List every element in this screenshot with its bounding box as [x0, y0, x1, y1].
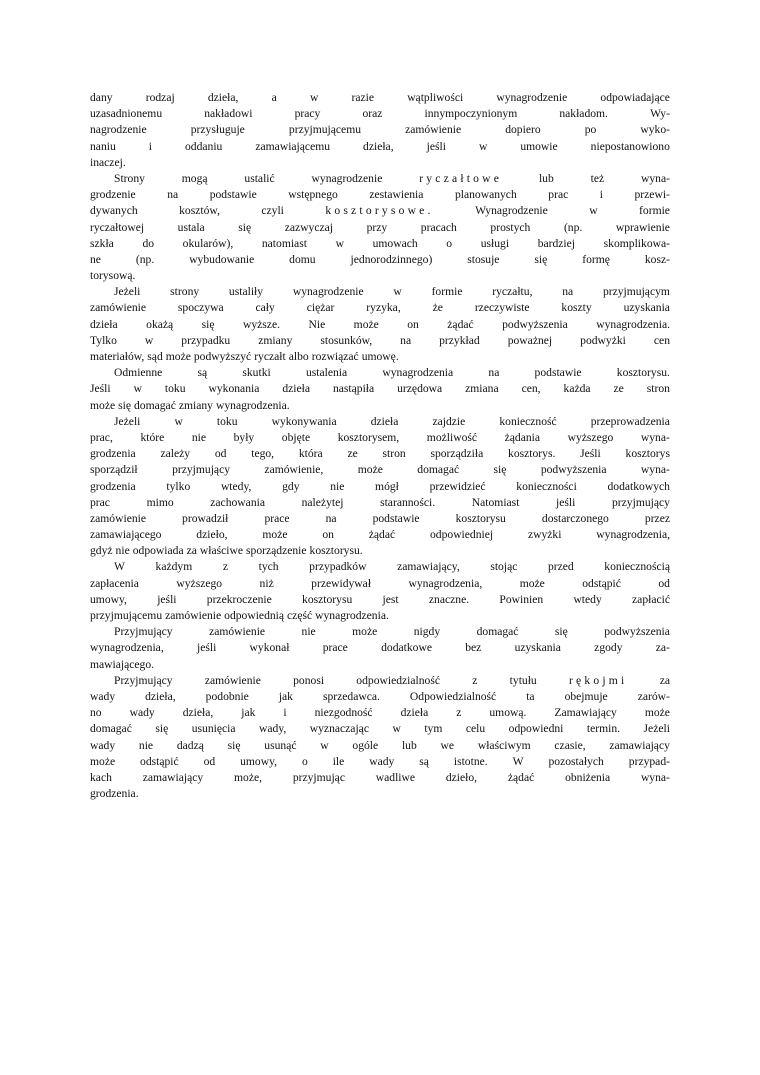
paragraph [90, 284, 670, 365]
text-line: torysową. [90, 269, 136, 283]
text-line: mawiającego. [90, 657, 155, 671]
paragraph [90, 559, 670, 624]
text-line: wynagrodzenia, jeśli wykonał prace dodatkowe bez uzyskania zgody za- [90, 641, 670, 655]
paragraph [90, 673, 670, 803]
text-line: dywanych kosztów, czyli kosztorysowe. Wynagrodzenie w formie [90, 204, 670, 218]
text-line: prac mimo zachowania należytej staranności. Natomiast jeśli przyjmujący [90, 495, 670, 509]
text-line: zamówienie prowadził prace na podstawie kosztorysu dostarczonego przez [90, 511, 670, 525]
text-line: grodzenia. [90, 787, 139, 801]
text-line: może odstąpić od umowy, o ile wady są istotne. W pozostałych przypad- [90, 754, 670, 768]
text-line: sporządził przyjmujący zamówienie, może domagać się podwyższenia wyna- [90, 463, 670, 477]
text-line: przyjmującemu zamówienie odpowiednią część wynagrodzenia. [90, 609, 389, 622]
paragraph [90, 90, 670, 171]
paragraph [90, 414, 670, 560]
text-line: dany rodzaj dzieła, a w razie wątpliwości wynagrodzenie odpowiadające [90, 91, 670, 104]
text-line: Strony mogą ustalić wynagrodzenie ryczałtowe lub też wyna- [114, 171, 670, 185]
text-line: Jeżeli strony ustaliły wynagrodzenie w formie ryczałtu, na przyjmującym [114, 285, 670, 299]
text-line: uzasadnionemu nakładowi pracy oraz innympoczynionym nakładom. Wy- [90, 107, 670, 121]
text-line: inaczej. [90, 155, 126, 169]
text-line: ryczałtowej ustala się zazwyczaj przy pracach prostych (np. wprawienie [90, 220, 670, 234]
text-line: domagać się usunięcia wady, wyznaczając w tym celu odpowiedni termin. Jeżeli [90, 722, 670, 736]
text-line: kach zamawiający może, przyjmując wadliwe dzieło, żądać obniżenia wyna- [90, 770, 670, 784]
text-line: może się domagać zmiany wynagrodzenia. [90, 398, 290, 412]
paragraph [90, 365, 670, 414]
text-line: ne (np. wybudowanie domu jednorodzinnego) stosuje się formę kosz- [90, 252, 670, 266]
paragraph [90, 624, 670, 673]
text-line: prac, które nie były objęte kosztorysem, możliwość żądania wyższego wyna- [90, 430, 670, 444]
text-line: grodzenia zależy od tego, która ze stron sporządziła kosztorys. Jeśli kosztorys [90, 447, 670, 461]
text-line: Jeśli w toku wykonania dzieła nastąpiła urzędowa zmiana cen, każda ze stron [90, 382, 670, 396]
text-line: zamawiającego dzieło, może on żądać odpowiedniej zwyżki wynagrodzenia, [90, 528, 670, 542]
text-line: naniu i oddaniu zamawiającemu dzieła, jeśli w umowie niepostanowiono [90, 139, 670, 153]
text-line: dzieła okażą się wyższe. Nie może on żądać podwyższenia wynagrodzenia. [90, 317, 670, 331]
text-line: grodzenia tylko wtedy, gdy nie mógł przewidzieć konieczności dodatkowych [90, 479, 670, 493]
text-line: gdyż nie odpowiada za właściwe sporządzenie kosztorysu. [90, 544, 363, 558]
text-line: nagrodzenie przysługuje przyjmującemu zamówienie dopiero po wyko- [90, 123, 670, 137]
text-line: grodzenie na podstawie wstępnego zestawienia planowanych prac i przewi- [90, 188, 670, 202]
text-line: Przyjmujący zamówienie ponosi odpowiedzialność z tytułu rękojmi za [114, 673, 670, 687]
text-line: Odmienne są skutki ustalenia wynagrodzenia na podstawie kosztorysu. [114, 366, 670, 380]
document-text [90, 90, 670, 802]
text-line: szkła do okularów), natomiast w umowach o usługi bardziej skomplikowa- [90, 236, 670, 250]
text-line: W każdym z tych przypadków zamawiający, stojąc przed koniecznością [114, 560, 670, 574]
text-line: umowy, jeśli przekroczenie kosztorysu jest znaczne. Powinien wtedy zapłacić [90, 592, 670, 606]
text-line: materiałów, sąd może podwyższyć ryczałt albo rozwiązać umowę. [90, 350, 399, 363]
paragraph [90, 171, 670, 284]
text-line: wady nie dadzą się usunąć w ogóle lub we właściwym czasie, zamawiający [90, 738, 670, 752]
text-line: Przyjmujący zamówienie nie może nigdy domagać się podwyższenia [114, 625, 670, 639]
text-line: Tylko w przypadku zmiany stosunków, na przykład poważnej podwyżki cen [90, 333, 670, 347]
text-line: no wady dzieła, jak i niezgodność dzieła z umową. Zamawiający może [90, 706, 670, 720]
text-line: zamówienie spoczywa cały ciężar ryzyka, że rzeczywiste koszty uzyskania [90, 301, 670, 315]
text-line: Jeżeli w toku wykonywania dzieła zajdzie konieczność przeprowadzenia [114, 414, 670, 428]
text-line: zapłacenia wyższego niż przewidywał wynagrodzenia, może odstąpić od [90, 576, 670, 590]
text-line: wady dzieła, podobnie jak sprzedawca. Odpowiedzialność ta obejmuje zarów- [90, 689, 670, 703]
